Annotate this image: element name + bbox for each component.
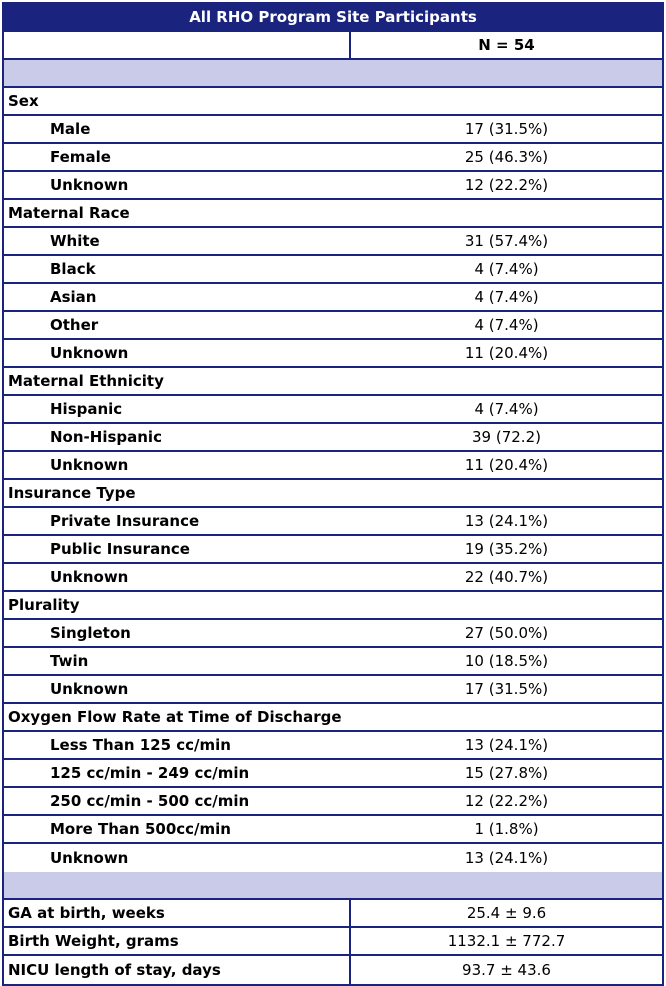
table-row [4, 564, 662, 592]
table-row [4, 816, 662, 844]
row-value: 13 (24.1%) [464, 512, 549, 530]
table-row [4, 536, 662, 564]
category-row [4, 480, 662, 508]
row-label: More Than 500cc/min [50, 820, 231, 838]
row-value: 4 (7.4%) [474, 400, 539, 418]
stat-label: NICU length of stay, days [4, 956, 351, 984]
category-label: Maternal Ethnicity [8, 372, 164, 390]
table-row [4, 676, 662, 704]
row-label: Twin [50, 652, 89, 670]
spacer-row [4, 60, 662, 88]
table-header-row [4, 32, 662, 60]
table-row [4, 452, 662, 480]
row-value: 39 (72.2) [472, 428, 541, 446]
category-label: Sex [8, 92, 39, 110]
row-label: White [50, 232, 100, 250]
row-value: 11 (20.4%) [464, 344, 549, 362]
row-label: 125 cc/min - 249 cc/min [50, 764, 250, 782]
table-row [4, 424, 662, 452]
table-row [4, 788, 662, 816]
row-value: 1 (1.8%) [474, 820, 539, 838]
stat-label: Birth Weight, grams [4, 928, 351, 954]
table-row [4, 760, 662, 788]
row-label: Female [50, 148, 111, 166]
row-value: 13 (24.1%) [464, 849, 549, 867]
row-value: 15 (27.8%) [464, 764, 549, 782]
category-row [4, 368, 662, 396]
category-row [4, 88, 662, 116]
category-label: Maternal Race [8, 204, 130, 222]
row-value: 13 (24.1%) [464, 736, 549, 754]
row-label: Public Insurance [50, 540, 190, 558]
header-empty-cell [4, 32, 351, 58]
row-label: Less Than 125 cc/min [50, 736, 231, 754]
row-value: 27 (50.0%) [464, 624, 549, 642]
table-row [4, 620, 662, 648]
row-label: Unknown [50, 849, 129, 867]
category-label: Insurance Type [8, 484, 136, 502]
row-value: 19 (35.2%) [464, 540, 549, 558]
table-row [4, 116, 662, 144]
row-label: Other [50, 316, 99, 334]
stat-value: 1132.1 ± 772.7 [447, 932, 566, 950]
stats-body [4, 900, 662, 984]
row-label: Unknown [50, 680, 129, 698]
table-row [4, 648, 662, 676]
table-row [4, 256, 662, 284]
table-row [4, 312, 662, 340]
participants-table [2, 2, 664, 986]
category-row [4, 200, 662, 228]
stat-row [4, 928, 662, 956]
row-label: Asian [50, 288, 97, 306]
row-label: Unknown [50, 176, 129, 194]
row-value: 17 (31.5%) [464, 120, 549, 138]
stat-label: GA at birth, weeks [4, 900, 351, 926]
row-value: 22 (40.7%) [464, 568, 549, 586]
row-value: 17 (31.5%) [464, 680, 549, 698]
table-row [4, 144, 662, 172]
table-title-row [4, 4, 662, 32]
row-label: Unknown [50, 344, 129, 362]
stat-row [4, 900, 662, 928]
row-value: 4 (7.4%) [474, 260, 539, 278]
row-label: Private Insurance [50, 512, 200, 530]
row-label: Non-Hispanic [50, 428, 162, 446]
table-row [4, 844, 662, 872]
row-label: Male [50, 120, 91, 138]
row-value: 10 (18.5%) [464, 652, 549, 670]
table-row [4, 732, 662, 760]
stat-value: 93.7 ± 43.6 [462, 961, 551, 979]
spacer-row [4, 872, 662, 900]
category-row [4, 704, 662, 732]
table-row [4, 284, 662, 312]
sections-body [4, 88, 662, 872]
n-label: N = 54 [478, 36, 535, 54]
category-label: Oxygen Flow Rate at Time of Discharge [8, 708, 342, 726]
row-label: Singleton [50, 624, 131, 642]
row-label: Black [50, 260, 96, 278]
row-value: 12 (22.2%) [464, 176, 549, 194]
category-row [4, 592, 662, 620]
table-row [4, 228, 662, 256]
table-row [4, 508, 662, 536]
row-value: 25 (46.3%) [464, 148, 549, 166]
category-label: Plurality [8, 596, 80, 614]
row-value: 4 (7.4%) [474, 316, 539, 334]
row-value: 31 (57.4%) [464, 232, 549, 250]
row-label: Unknown [50, 456, 129, 474]
row-label: 250 cc/min - 500 cc/min [50, 792, 250, 810]
row-value: 11 (20.4%) [464, 456, 549, 474]
row-label: Hispanic [50, 400, 123, 418]
table-row [4, 172, 662, 200]
table-row [4, 396, 662, 424]
stat-value: 25.4 ± 9.6 [466, 904, 547, 922]
row-value: 4 (7.4%) [474, 288, 539, 306]
row-label: Unknown [50, 568, 129, 586]
table-row [4, 340, 662, 368]
row-value: 12 (22.2%) [464, 792, 549, 810]
table-title: All RHO Program Site Participants [189, 8, 477, 26]
